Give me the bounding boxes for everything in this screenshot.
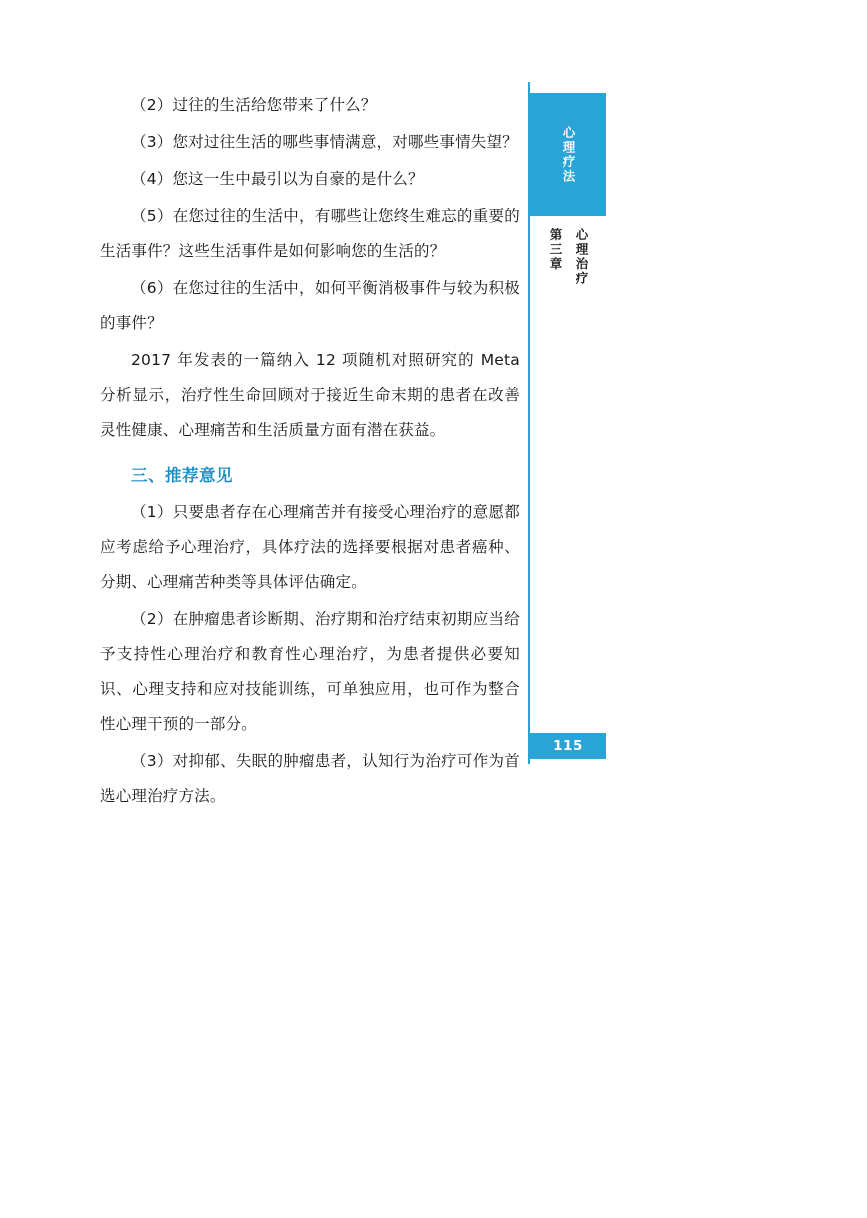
side-tab-label: 心理疗法 — [561, 125, 576, 184]
chapter-name-label: 心理治疗 — [574, 228, 589, 286]
paragraph-question-5: （5）在您过往的生活中，有哪些让您终生难忘的重要的生活事件？这些生活事件是如何影响您的生活的？ — [100, 207, 520, 260]
paragraph-question-6: （6）在您过往的生活中，如何平衡消极事件与较为积极的事件？ — [100, 279, 520, 332]
chapter-number-label: 第三章 — [548, 228, 563, 272]
page-number-text: 115 — [553, 738, 583, 754]
paragraph-recommendation-1: （1）只要患者存在心理痛苦并有接受心理治疗的意愿都应考虑给予心理治疗，具体疗法的选择要根据对患者癌种、分期、心理痛苦种类等具体评估确定。 — [100, 503, 520, 591]
side-tab-inner — [530, 93, 606, 216]
section-heading-recommendations: 三、推荐意见 — [131, 466, 233, 485]
paragraph-meta-analysis: 2017 年发表的一篇纳入 12 项随机对照研究的 Meta 分析显示，治疗性生命回顾对于接近生命末期的患者在改善灵性健康、心理痛苦和生活质量方面有潜在获益。 — [100, 351, 520, 439]
paragraph-question-3: （3）您对过往生活的哪些事情满意，对哪些事情失望？ — [131, 133, 518, 151]
paragraph-question-2: （2）过往的生活给您带来了什么？ — [131, 96, 377, 114]
paragraph-recommendation-2: （2）在肿瘤患者诊断期、治疗期和治疗结束初期应当给予支持性心理治疗和教育性心理治疗，为患者提供必要知识、心理支持和应对技能训练，可单独应用，也可作为整合性心理干预的一部分。 — [100, 610, 520, 733]
paragraph-question-4: （4）您这一生中最引以为自豪的是什么？ — [131, 170, 424, 188]
page-number-badge — [530, 733, 606, 759]
paragraph-recommendation-3: （3）对抑郁、失眠的肿瘤患者，认知行为治疗可作为首选心理治疗方法。 — [100, 752, 520, 805]
chapter-marginal-label — [530, 228, 606, 358]
body-text-column — [100, 88, 520, 816]
side-tab-psychotherapy — [530, 93, 606, 216]
